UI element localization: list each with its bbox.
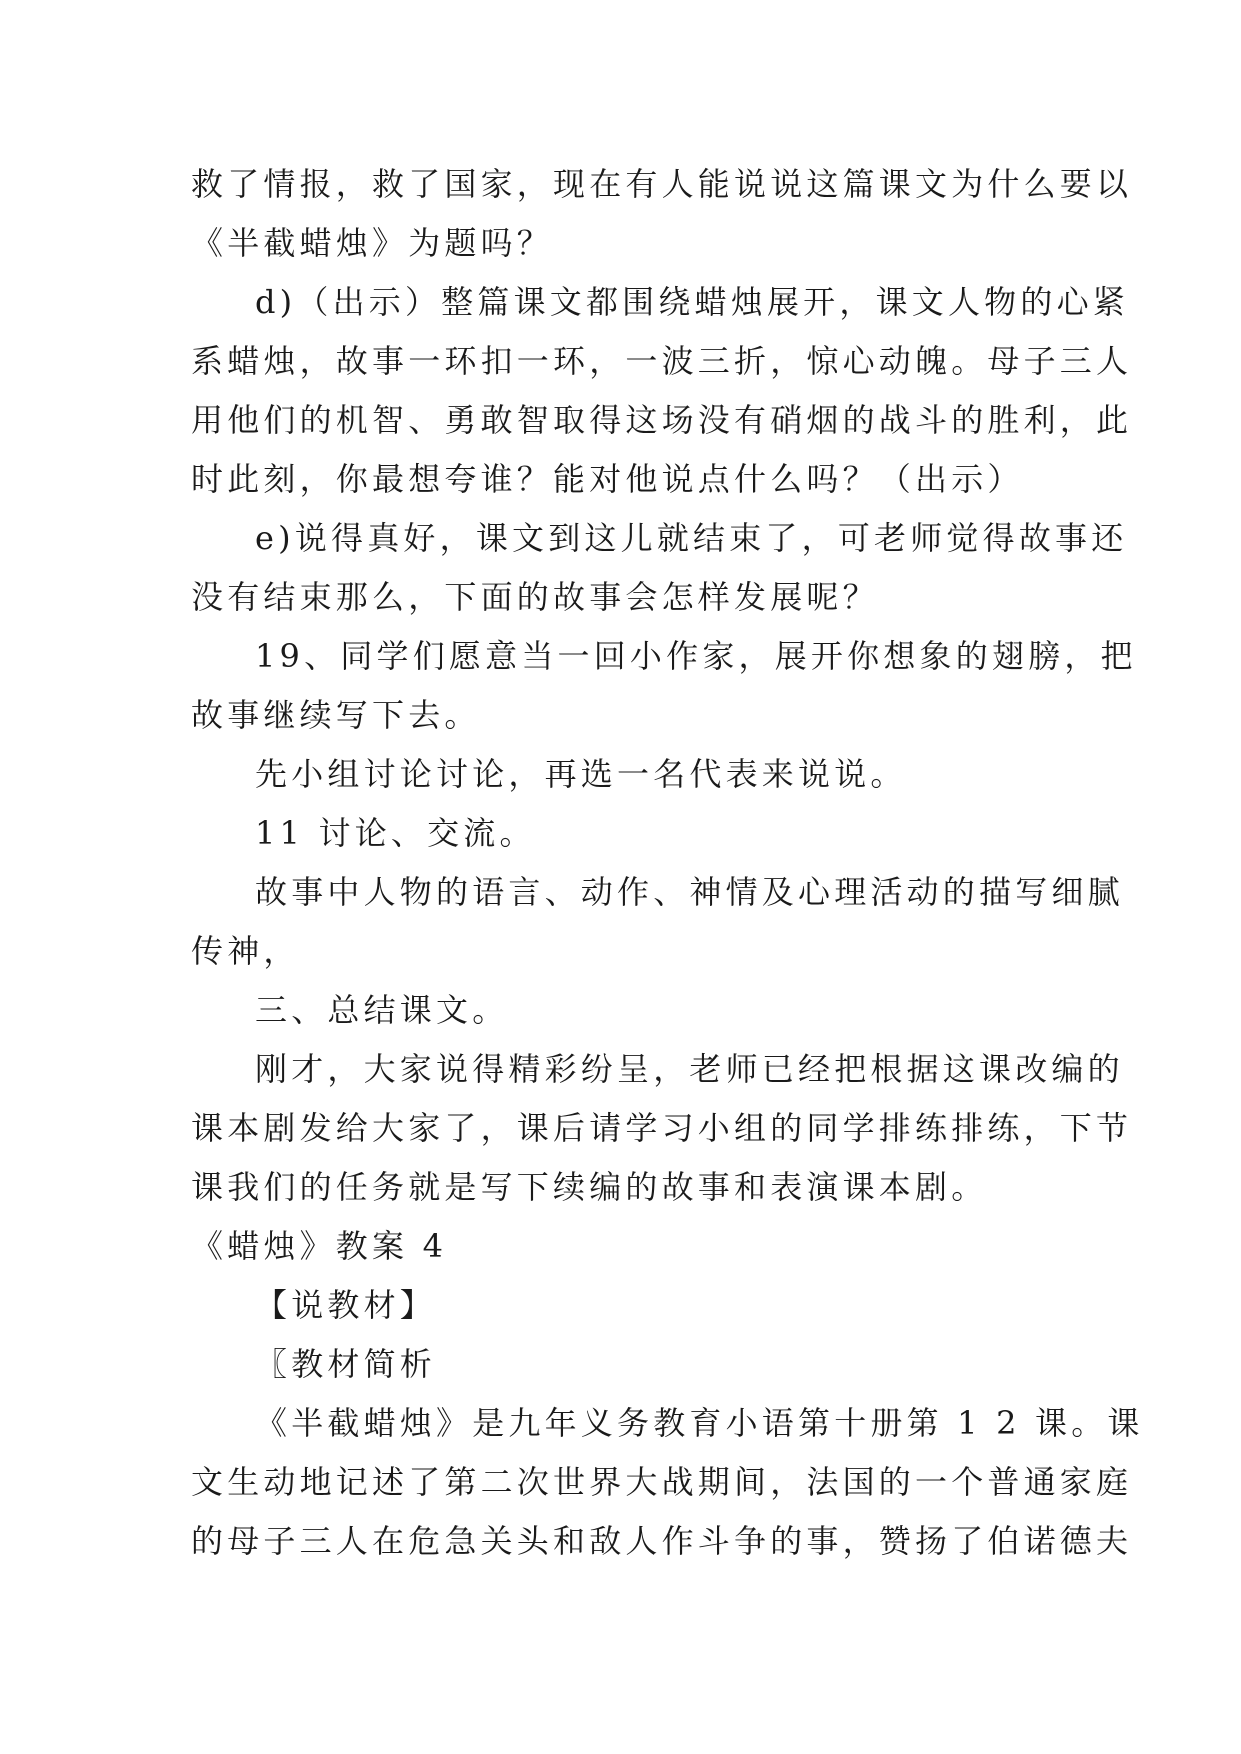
subsection-heading: 〖教材简析 bbox=[255, 1345, 437, 1383]
text-line: 故事中人物的语言、动作、神情及心理活动的描写细腻 bbox=[255, 873, 1124, 911]
text-line: 文生动地记述了第二次世界大战期间，法国的一个普通家庭 bbox=[191, 1463, 1133, 1501]
text-line: 故事继续写下去。 bbox=[191, 696, 481, 734]
text-line: 的母子三人在危急关头和敌人作斗争的事，赞扬了伯诺德夫 bbox=[191, 1522, 1133, 1560]
document-page bbox=[191, 155, 1144, 1571]
text-line: 刚才，大家说得精彩纷呈，老师已经把根据这课改编的 bbox=[255, 1050, 1124, 1088]
text-line: 课本剧发给大家了，课后请学习小组的同学排练排练，下节 bbox=[191, 1109, 1133, 1147]
text-line: 《半截蜡烛》是九年义务教育小语第十册第 1 2 课。课 bbox=[255, 1404, 1144, 1442]
section-heading: 【说教材】 bbox=[255, 1286, 437, 1324]
text-line: 课我们的任务就是写下续编的故事和表演课本剧。 bbox=[191, 1168, 988, 1206]
text-line: 传神， bbox=[191, 932, 300, 970]
text-line: 用他们的机智、勇敢智取得这场没有硝烟的战斗的胜利，此 bbox=[191, 401, 1133, 439]
text-line: 没有结束那么，下面的故事会怎样发展呢？ bbox=[191, 578, 879, 616]
text-line: 11 讨论、交流。 bbox=[255, 814, 536, 852]
text-line: d)（出示）整篇课文都围绕蜡烛展开，课文人物的心紧 bbox=[255, 283, 1129, 321]
text-line: 《半截蜡烛》为题吗？ bbox=[191, 224, 554, 262]
text-line: 救了情报，救了国家，现在有人能说说这篇课文为什么要以 bbox=[191, 165, 1133, 203]
text-line: 先小组讨论讨论，再选一名代表来说说。 bbox=[255, 755, 907, 793]
document-title: 《蜡烛》教案 4 bbox=[191, 1227, 448, 1265]
text-line: 19、同学们愿意当一回小作家，展开你想象的翅膀，把 bbox=[255, 637, 1137, 675]
text-line: 时此刻，你最想夸谁？能对他说点什么吗？（出示） bbox=[191, 460, 1024, 498]
section-heading: 三、总结课文。 bbox=[255, 991, 509, 1029]
text-line: e)说得真好，课文到这儿就结束了，可老师觉得故事还 bbox=[255, 519, 1128, 557]
text-line: 系蜡烛，故事一环扣一环，一波三折，惊心动魄。母子三人 bbox=[191, 342, 1133, 380]
